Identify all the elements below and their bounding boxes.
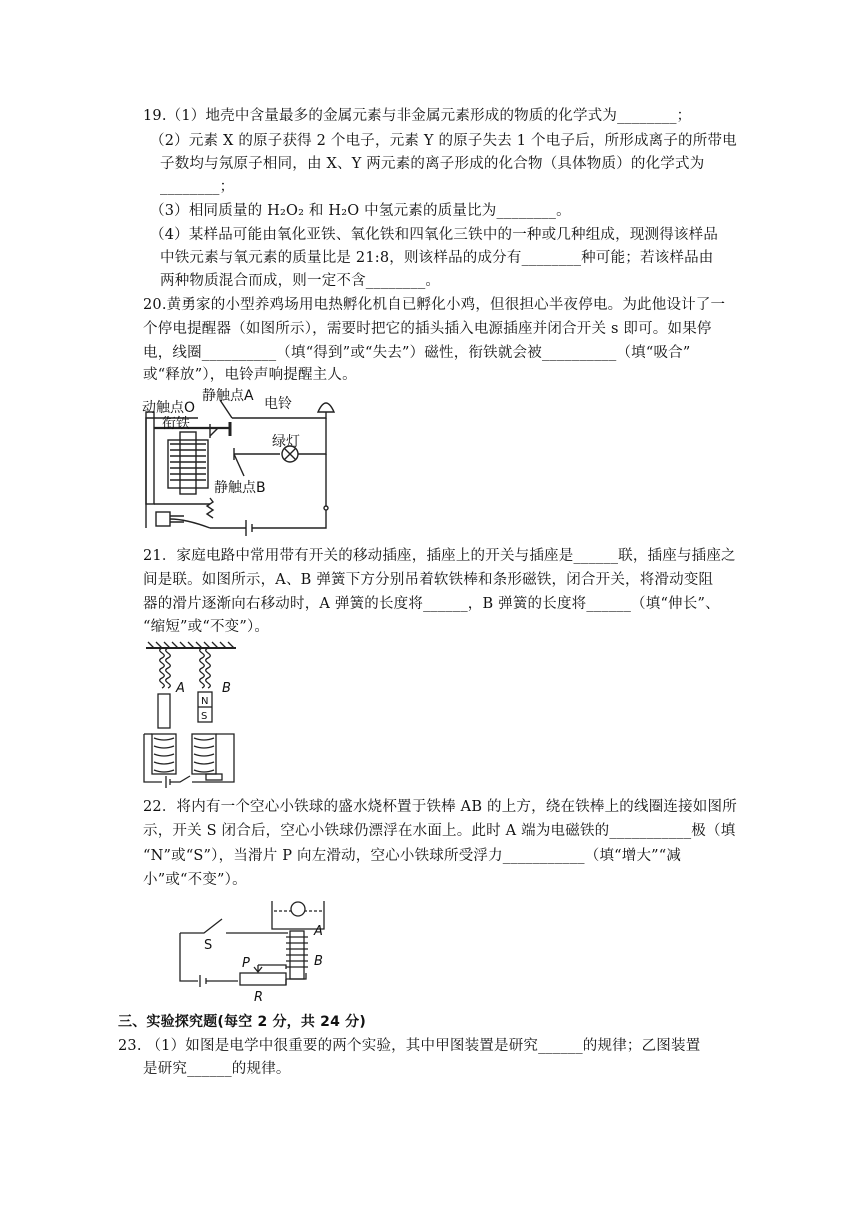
label-green-lamp: 绿灯 (272, 434, 300, 450)
q20-figure (140, 388, 340, 532)
label-bell: 电铃 (264, 396, 292, 412)
q21-figure (140, 642, 240, 782)
section-heading: 三、实验探究题(每空 2 分，共 24 分) (118, 1014, 366, 1030)
q19-line-6: （4）某样品可能由氧化亚铁、氧化铁和四氧化三铁中的一种或几种组成，现测得该样品 (150, 227, 719, 243)
q21-line-1: 21．家庭电路中常用带有开关的移动插座，插座上的开关与插座是______联，插座与插座之 (143, 548, 736, 564)
label-slider-p: P (242, 956, 250, 971)
q22-line-4: 小”或“不变”）。 (143, 872, 247, 888)
q22-line-1: 22．将内有一个空心小铁球的盛水烧杯置于铁棒 AB 的上方，绕在铁棒上的线圈连接如图所 (143, 799, 737, 815)
q21-line-2: 间是联。如图所示，A、B 弹簧下方分别吊着软铁棒和条形磁铁，闭合开关，将滑动变阻 (143, 572, 714, 588)
label-end-a: A (314, 924, 323, 939)
label-static-a: 静触点A (202, 388, 254, 404)
label-armature: 衔铁 (162, 416, 190, 432)
q21-line-4: “缩短”或“不变”）。 (143, 619, 270, 635)
q20-line-1: 20.黄勇家的小型养鸡场用电热孵化机自已孵化小鸡，但很担心半夜停电。为此他设计了一 (143, 297, 726, 313)
label-moving-contact: 动触点O (142, 400, 196, 416)
q19-line-3: 子数均与氖原子相同，由 X、Y 两元素的离子形成的化合物（具体物质）的化学式为 (160, 156, 705, 172)
q22-line-2: 示，开关 S 闭合后，空心小铁球仍漂浮在水面上。此时 A 端为电磁铁的___________极（填 (143, 823, 736, 839)
q20-line-3: 电，线圈__________（填“得到”或“失去”）磁性，衔铁就会被__________（填“吸合” (143, 345, 691, 361)
q22-figure (176, 895, 336, 1005)
q19-line-5: （3）相同质量的 H₂O₂ 和 H₂O 中氢元素的质量比为________。 (150, 203, 571, 219)
label-static-b: 静触点B (214, 480, 266, 496)
label-spring-b: B (222, 681, 231, 696)
q23-line-2: 是研究______的规律。 (143, 1061, 291, 1077)
label-resistor-r: R (254, 990, 264, 1005)
q20-line-4: 或“释放”），电铃声响提醒主人。 (143, 367, 357, 383)
q23-line-1: 23. （1）如图是电学中很重要的两个实验，其中甲图装置是研究______的规律；乙图装置 (118, 1038, 701, 1054)
label-magnet-n: N (201, 696, 209, 707)
label-switch-s: S (204, 938, 213, 953)
q19-line-4: ________； (160, 179, 235, 195)
q21-line-3: 器的滑片逐渐向右移动时，A 弹簧的长度将______，B 弹簧的长度将______（填“伸长”、 (143, 596, 720, 612)
label-magnet-s: S (201, 711, 208, 722)
q19-line-7: 中铁元素与氧元素的质量比是 21:8，则该样品的成分有________种可能；若该样品由 (160, 250, 714, 266)
q22-line-3: “N”或“S”），当滑片 P 向左滑动，空心小铁球所受浮力___________（填“增大”“减 (143, 848, 682, 864)
q20-line-2: 个停电提醒器（如图所示），需要时把它的插头插入电源插座并闭合开关 s 即可。如果停 (143, 321, 712, 337)
q19-line-8: 两种物质混合而成，则一定不含________。 (160, 273, 441, 289)
label-end-b: B (314, 954, 323, 969)
q19-line-2: （2）元素 X 的原子获得 2 个电子，元素 Y 的原子失去 1 个电子后，所形成离子的所带电 (150, 133, 737, 149)
label-spring-a: A (176, 681, 185, 696)
q19-line-1: 19.（1）地壳中含量最多的金属元素与非金属元素形成的物质的化学式为________； (143, 108, 692, 124)
